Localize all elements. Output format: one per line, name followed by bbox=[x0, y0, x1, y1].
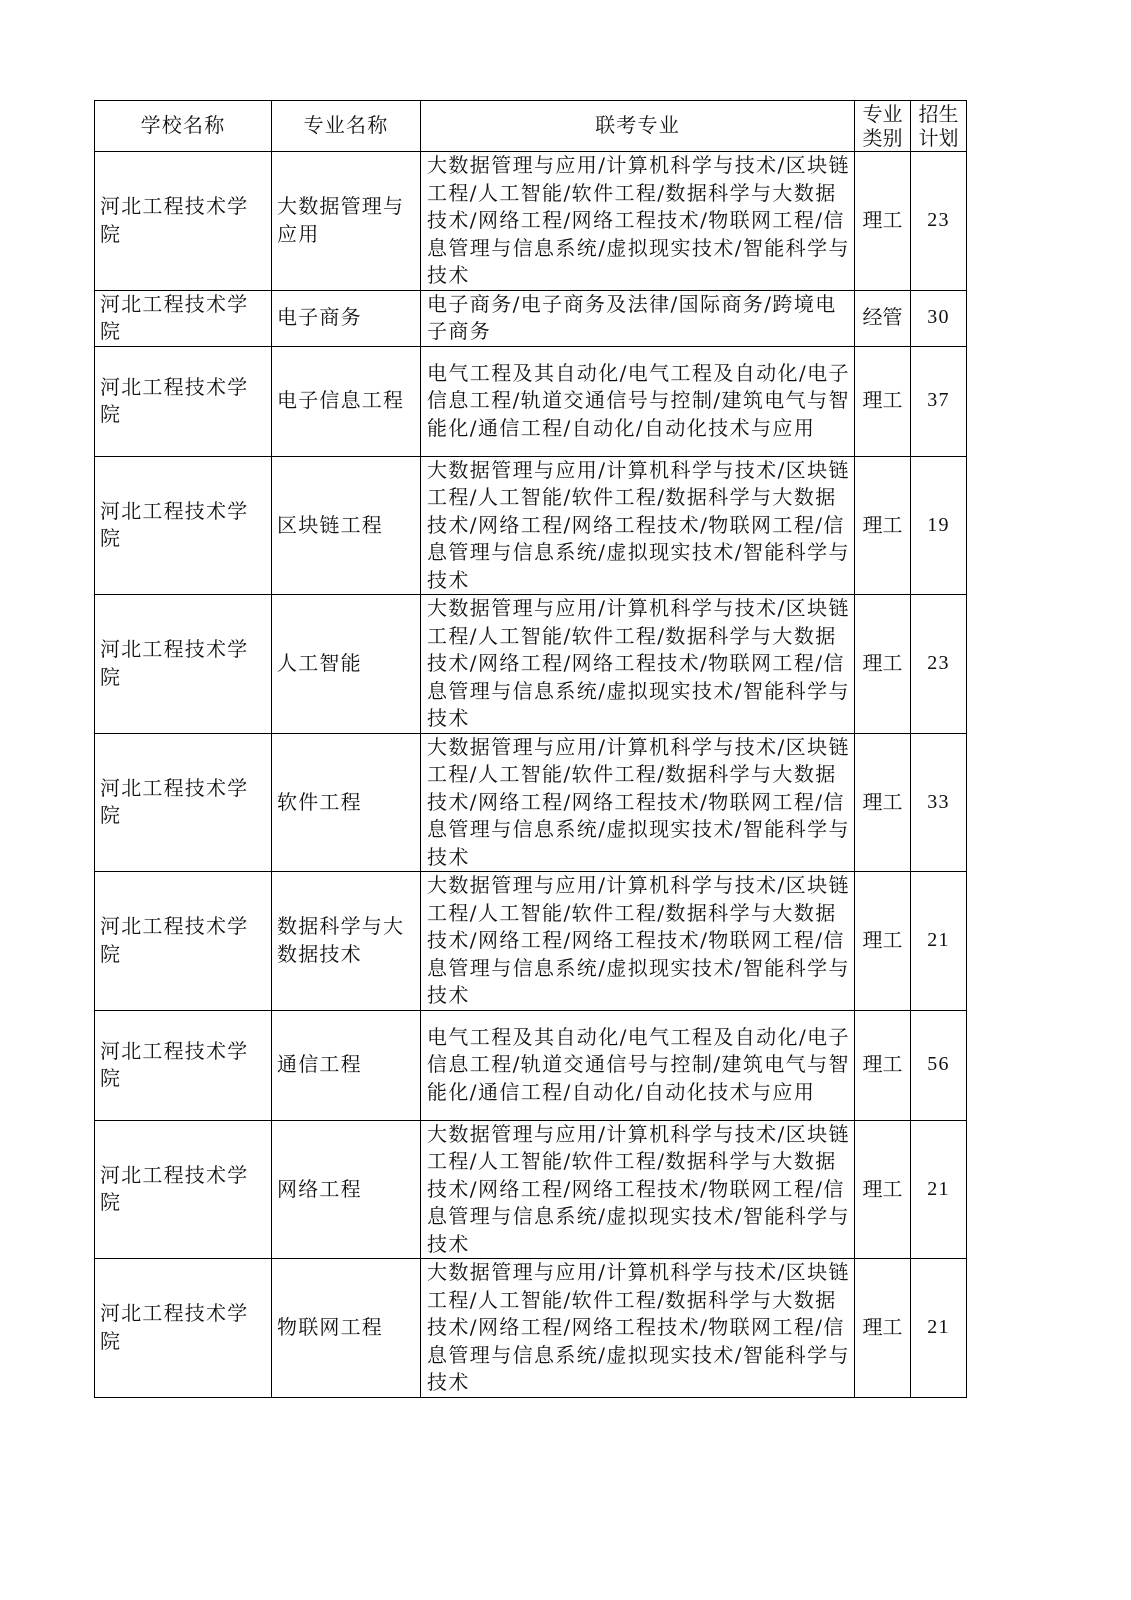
category-cell: 理工 bbox=[855, 1010, 911, 1120]
joint-majors-cell: 大数据管理与应用/计算机科学与技术/区块链工程/人工智能/软件工程/数据科学与大数据技术/网络工程/网络工程技术/物联网工程/信息管理与信息系统/虚拟现实技术/智能科学与技术 bbox=[421, 1259, 855, 1398]
table-row bbox=[95, 1010, 967, 1120]
category-cell: 理工 bbox=[855, 456, 911, 595]
plan-cell: 23 bbox=[911, 152, 967, 291]
school-cell: 河北工程技术学院 bbox=[95, 346, 272, 456]
major-cell: 电子信息工程 bbox=[272, 346, 421, 456]
school-cell: 河北工程技术学院 bbox=[95, 1010, 272, 1120]
table-row bbox=[95, 872, 967, 1011]
major-cell: 区块链工程 bbox=[272, 456, 421, 595]
plan-cell: 21 bbox=[911, 1120, 967, 1259]
plan-cell: 21 bbox=[911, 1259, 967, 1398]
table-row bbox=[95, 733, 967, 872]
major-cell: 电子商务 bbox=[272, 290, 421, 346]
table-row bbox=[95, 290, 967, 346]
category-cell: 理工 bbox=[855, 152, 911, 291]
enrollment-plan-table bbox=[94, 100, 967, 1398]
plan-cell: 23 bbox=[911, 595, 967, 734]
school-cell: 河北工程技术学院 bbox=[95, 290, 272, 346]
category-cell: 理工 bbox=[855, 1259, 911, 1398]
major-cell: 物联网工程 bbox=[272, 1259, 421, 1398]
category-cell: 理工 bbox=[855, 595, 911, 734]
school-cell: 河北工程技术学院 bbox=[95, 1120, 272, 1259]
plan-cell: 21 bbox=[911, 872, 967, 1011]
major-cell: 软件工程 bbox=[272, 733, 421, 872]
category-cell: 理工 bbox=[855, 872, 911, 1011]
header-school: 学校名称 bbox=[95, 101, 272, 152]
plan-cell: 56 bbox=[911, 1010, 967, 1120]
major-cell: 数据科学与大数据技术 bbox=[272, 872, 421, 1011]
joint-majors-cell: 电气工程及其自动化/电气工程及自动化/电子信息工程/轨道交通信号与控制/建筑电气与智能化/通信工程/自动化/自动化技术与应用 bbox=[421, 1010, 855, 1120]
category-cell: 理工 bbox=[855, 733, 911, 872]
table-row bbox=[95, 1120, 967, 1259]
joint-majors-cell: 大数据管理与应用/计算机科学与技术/区块链工程/人工智能/软件工程/数据科学与大数据技术/网络工程/网络工程技术/物联网工程/信息管理与信息系统/虚拟现实技术/智能科学与技术 bbox=[421, 733, 855, 872]
header-joint-majors: 联考专业 bbox=[421, 101, 855, 152]
plan-cell: 30 bbox=[911, 290, 967, 346]
table-row bbox=[95, 152, 967, 291]
category-cell: 理工 bbox=[855, 346, 911, 456]
table-row bbox=[95, 595, 967, 734]
category-cell: 理工 bbox=[855, 1120, 911, 1259]
plan-cell: 19 bbox=[911, 456, 967, 595]
joint-majors-cell: 大数据管理与应用/计算机科学与技术/区块链工程/人工智能/软件工程/数据科学与大数据技术/网络工程/网络工程技术/物联网工程/信息管理与信息系统/虚拟现实技术/智能科学与技术 bbox=[421, 152, 855, 291]
plan-cell: 33 bbox=[911, 733, 967, 872]
header-category: 专业类别 bbox=[855, 101, 911, 152]
table-header-row bbox=[95, 101, 967, 152]
major-cell: 网络工程 bbox=[272, 1120, 421, 1259]
major-cell: 大数据管理与应用 bbox=[272, 152, 421, 291]
school-cell: 河北工程技术学院 bbox=[95, 733, 272, 872]
header-major: 专业名称 bbox=[272, 101, 421, 152]
joint-majors-cell: 电气工程及其自动化/电气工程及自动化/电子信息工程/轨道交通信号与控制/建筑电气与智能化/通信工程/自动化/自动化技术与应用 bbox=[421, 346, 855, 456]
header-plan: 招生计划 bbox=[911, 101, 967, 152]
table-row bbox=[95, 456, 967, 595]
category-cell: 经管 bbox=[855, 290, 911, 346]
table-row bbox=[95, 1259, 967, 1398]
joint-majors-cell: 大数据管理与应用/计算机科学与技术/区块链工程/人工智能/软件工程/数据科学与大数据技术/网络工程/网络工程技术/物联网工程/信息管理与信息系统/虚拟现实技术/智能科学与技术 bbox=[421, 872, 855, 1011]
joint-majors-cell: 大数据管理与应用/计算机科学与技术/区块链工程/人工智能/软件工程/数据科学与大数据技术/网络工程/网络工程技术/物联网工程/信息管理与信息系统/虚拟现实技术/智能科学与技术 bbox=[421, 456, 855, 595]
plan-cell: 37 bbox=[911, 346, 967, 456]
major-cell: 通信工程 bbox=[272, 1010, 421, 1120]
table-row bbox=[95, 346, 967, 456]
school-cell: 河北工程技术学院 bbox=[95, 152, 272, 291]
joint-majors-cell: 大数据管理与应用/计算机科学与技术/区块链工程/人工智能/软件工程/数据科学与大数据技术/网络工程/网络工程技术/物联网工程/信息管理与信息系统/虚拟现实技术/智能科学与技术 bbox=[421, 595, 855, 734]
joint-majors-cell: 大数据管理与应用/计算机科学与技术/区块链工程/人工智能/软件工程/数据科学与大数据技术/网络工程/网络工程技术/物联网工程/信息管理与信息系统/虚拟现实技术/智能科学与技术 bbox=[421, 1120, 855, 1259]
school-cell: 河北工程技术学院 bbox=[95, 1259, 272, 1398]
school-cell: 河北工程技术学院 bbox=[95, 595, 272, 734]
school-cell: 河北工程技术学院 bbox=[95, 872, 272, 1011]
joint-majors-cell: 电子商务/电子商务及法律/国际商务/跨境电子商务 bbox=[421, 290, 855, 346]
major-cell: 人工智能 bbox=[272, 595, 421, 734]
school-cell: 河北工程技术学院 bbox=[95, 456, 272, 595]
